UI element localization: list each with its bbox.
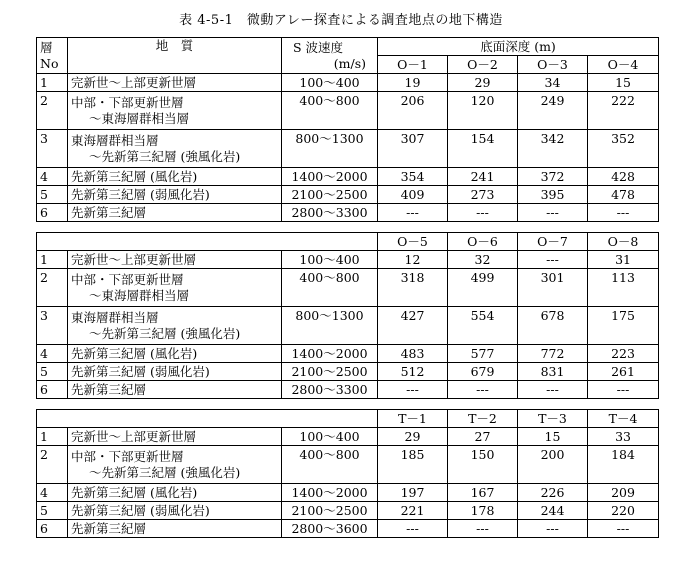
bottom-depth-value: 318 bbox=[378, 269, 448, 307]
strata-cell bbox=[68, 269, 282, 307]
table-body bbox=[37, 38, 659, 538]
bottom-depth-value: 244 bbox=[518, 502, 588, 520]
section-gap-cell bbox=[37, 399, 659, 410]
bottom-depth-value: 33 bbox=[588, 428, 659, 446]
bottom-depth-value: 226 bbox=[518, 484, 588, 502]
bottom-depth-value: 678 bbox=[518, 307, 588, 345]
bottom-depth-value: 409 bbox=[378, 186, 448, 204]
bottom-depth-value: 19 bbox=[378, 74, 448, 92]
layer-no: 6 bbox=[37, 204, 68, 222]
layer-no: 1 bbox=[37, 74, 68, 92]
s-wave-speed: 800～1300 bbox=[282, 307, 378, 345]
bottom-depth-value: 200 bbox=[518, 446, 588, 484]
section-gap-row bbox=[37, 222, 659, 233]
s-wave-speed: 100～400 bbox=[282, 428, 378, 446]
layer-no: 1 bbox=[37, 428, 68, 446]
strata-cell bbox=[68, 428, 282, 446]
strata-cell bbox=[68, 92, 282, 130]
table-row bbox=[37, 363, 659, 381]
layer-no: 3 bbox=[37, 130, 68, 168]
s-wave-speed-header bbox=[282, 38, 378, 74]
bottom-depth-value: 113 bbox=[588, 269, 659, 307]
bottom-depth-value: --- bbox=[378, 381, 448, 399]
bottom-depth-value: 32 bbox=[448, 251, 518, 269]
s-wave-speed: 2800～3300 bbox=[282, 381, 378, 399]
strata-name: 完新世～上部更新世層 bbox=[71, 428, 197, 444]
bottom-depth-value: 185 bbox=[378, 446, 448, 484]
strata-cell bbox=[68, 307, 282, 345]
bottom-depth-value: 372 bbox=[518, 168, 588, 186]
site-label: T－2 bbox=[448, 410, 518, 428]
strata-name: 東海層群相当層 bbox=[71, 309, 159, 325]
s-wave-speed: 400～800 bbox=[282, 269, 378, 307]
strata-cell bbox=[68, 251, 282, 269]
bottom-depth-value: 352 bbox=[588, 130, 659, 168]
s-wave-speed: 100～400 bbox=[282, 74, 378, 92]
s-wave-speed-header-line2: (m/s) bbox=[333, 55, 366, 71]
bottom-depth-value: 577 bbox=[448, 345, 518, 363]
bottom-depth-value: 249 bbox=[518, 92, 588, 130]
layer-no: 3 bbox=[37, 307, 68, 345]
subsurface-structure-table bbox=[36, 37, 659, 538]
bottom-depth-value: 427 bbox=[378, 307, 448, 345]
bottom-depth-value: 483 bbox=[378, 345, 448, 363]
layer-no: 4 bbox=[37, 484, 68, 502]
bottom-depth-value: --- bbox=[378, 204, 448, 222]
bottom-depth-value: 241 bbox=[448, 168, 518, 186]
site-label: O－4 bbox=[588, 56, 659, 74]
bottom-depth-value: 273 bbox=[448, 186, 518, 204]
s-wave-speed: 1400～2000 bbox=[282, 345, 378, 363]
site-label: O－5 bbox=[378, 233, 448, 251]
bottom-depth-value: 222 bbox=[588, 92, 659, 130]
layer-no: 5 bbox=[37, 363, 68, 381]
strata-name: 先新第三紀層 (風化岩) bbox=[71, 484, 198, 500]
site-label: T－4 bbox=[588, 410, 659, 428]
bottom-depth-value: 512 bbox=[378, 363, 448, 381]
table-row bbox=[37, 345, 659, 363]
bottom-depth-value: 354 bbox=[378, 168, 448, 186]
bottom-depth-value: --- bbox=[518, 204, 588, 222]
bottom-depth-value: 27 bbox=[448, 428, 518, 446]
layer-no-header bbox=[37, 38, 68, 74]
strata-name: 先新第三紀層 (風化岩) bbox=[71, 168, 198, 184]
layer-no-header-line2: No bbox=[40, 55, 59, 71]
strata-name: 中部・下部更新世層 bbox=[71, 94, 184, 110]
bottom-depth-value: --- bbox=[588, 381, 659, 399]
strata-name-continued: ～東海層群相当層 bbox=[89, 110, 190, 126]
table-row bbox=[37, 204, 659, 222]
bottom-depth-value: 395 bbox=[518, 186, 588, 204]
strata-name-continued: ～先新第三紀層 (強風化岩) bbox=[89, 464, 241, 480]
bottom-depth-value: 120 bbox=[448, 92, 518, 130]
table-row bbox=[37, 446, 659, 484]
layer-no: 5 bbox=[37, 186, 68, 204]
table-row bbox=[37, 307, 659, 345]
bottom-depth-value: 175 bbox=[588, 307, 659, 345]
layer-no: 6 bbox=[37, 381, 68, 399]
table-row bbox=[37, 186, 659, 204]
header-row-1 bbox=[37, 38, 659, 56]
bottom-depth-value: 307 bbox=[378, 130, 448, 168]
strata-cell bbox=[68, 446, 282, 484]
bottom-depth-value: --- bbox=[588, 520, 659, 538]
strata-cell bbox=[68, 363, 282, 381]
bottom-depth-value: 428 bbox=[588, 168, 659, 186]
strata-name: 中部・下部更新世層 bbox=[71, 448, 184, 464]
site-header-row bbox=[37, 233, 659, 251]
strata-cell bbox=[68, 484, 282, 502]
section-gap-cell bbox=[37, 222, 659, 233]
strata-name: 中部・下部更新世層 bbox=[71, 271, 184, 287]
table-row bbox=[37, 168, 659, 186]
bottom-depth-value: 154 bbox=[448, 130, 518, 168]
bottom-depth-value: 29 bbox=[378, 428, 448, 446]
strata-name: 先新第三紀層 (弱風化岩) bbox=[71, 502, 210, 518]
layer-no-header-line1: 層 bbox=[40, 39, 53, 55]
s-wave-speed: 2800～3600 bbox=[282, 520, 378, 538]
bottom-depth-value: 206 bbox=[378, 92, 448, 130]
bottom-depth-value: --- bbox=[588, 204, 659, 222]
bottom-depth-value: --- bbox=[378, 520, 448, 538]
strata-cell bbox=[68, 130, 282, 168]
table-row bbox=[37, 381, 659, 399]
site-label: T－1 bbox=[378, 410, 448, 428]
strata-name: 東海層群相当層 bbox=[71, 132, 159, 148]
bottom-depth-value: 554 bbox=[448, 307, 518, 345]
s-wave-speed: 1400～2000 bbox=[282, 484, 378, 502]
strata-header: 地 質 bbox=[68, 38, 282, 74]
bottom-depth-value: 261 bbox=[588, 363, 659, 381]
depth-header: 底面深度 (m) bbox=[378, 38, 659, 56]
table-row bbox=[37, 484, 659, 502]
s-wave-speed: 1400～2000 bbox=[282, 168, 378, 186]
table-row bbox=[37, 130, 659, 168]
table-row bbox=[37, 502, 659, 520]
s-wave-speed: 2100～2500 bbox=[282, 363, 378, 381]
site-header-blank bbox=[37, 410, 378, 428]
site-label: O－1 bbox=[378, 56, 448, 74]
site-label: O－3 bbox=[518, 56, 588, 74]
strata-name-continued: ～先新第三紀層 (強風化岩) bbox=[89, 325, 241, 341]
site-header-row bbox=[37, 410, 659, 428]
layer-no: 2 bbox=[37, 269, 68, 307]
site-label: O－6 bbox=[448, 233, 518, 251]
bottom-depth-value: 178 bbox=[448, 502, 518, 520]
bottom-depth-value: 221 bbox=[378, 502, 448, 520]
site-label: O－7 bbox=[518, 233, 588, 251]
table-row bbox=[37, 428, 659, 446]
table-caption: 表 4-5-1 微動アレー探査による調査地点の地下構造 bbox=[179, 13, 503, 28]
strata-name: 先新第三紀層 (弱風化岩) bbox=[71, 186, 210, 202]
strata-cell bbox=[68, 502, 282, 520]
strata-cell bbox=[68, 74, 282, 92]
layer-no: 6 bbox=[37, 520, 68, 538]
bottom-depth-value: 31 bbox=[588, 251, 659, 269]
bottom-depth-value: 223 bbox=[588, 345, 659, 363]
layer-no: 5 bbox=[37, 502, 68, 520]
bottom-depth-value: --- bbox=[518, 520, 588, 538]
bottom-depth-value: 167 bbox=[448, 484, 518, 502]
strata-name: 先新第三紀層 (弱風化岩) bbox=[71, 363, 210, 379]
strata-name: 完新世～上部更新世層 bbox=[71, 74, 197, 90]
table-row bbox=[37, 92, 659, 130]
layer-no: 2 bbox=[37, 92, 68, 130]
s-wave-speed: 2100～2500 bbox=[282, 502, 378, 520]
bottom-depth-value: 478 bbox=[588, 186, 659, 204]
bottom-depth-value: 679 bbox=[448, 363, 518, 381]
s-wave-speed: 800～1300 bbox=[282, 130, 378, 168]
strata-cell bbox=[68, 520, 282, 538]
bottom-depth-value: --- bbox=[448, 520, 518, 538]
site-header-blank bbox=[37, 233, 378, 251]
bottom-depth-value: 184 bbox=[588, 446, 659, 484]
bottom-depth-value: 772 bbox=[518, 345, 588, 363]
bottom-depth-value: 15 bbox=[588, 74, 659, 92]
bottom-depth-value: --- bbox=[448, 204, 518, 222]
bottom-depth-value: 12 bbox=[378, 251, 448, 269]
layer-no: 4 bbox=[37, 168, 68, 186]
strata-name-continued: ～先新第三紀層 (強風化岩) bbox=[89, 148, 241, 164]
strata-cell bbox=[68, 168, 282, 186]
table-row bbox=[37, 74, 659, 92]
bottom-depth-value: 220 bbox=[588, 502, 659, 520]
s-wave-speed: 100～400 bbox=[282, 251, 378, 269]
strata-name-continued: ～東海層群相当層 bbox=[89, 287, 190, 303]
s-wave-speed: 400～800 bbox=[282, 446, 378, 484]
bottom-depth-value: 301 bbox=[518, 269, 588, 307]
site-label: T－3 bbox=[518, 410, 588, 428]
strata-cell bbox=[68, 186, 282, 204]
bottom-depth-value: --- bbox=[448, 381, 518, 399]
strata-name: 先新第三紀層 bbox=[71, 381, 147, 397]
bottom-depth-value: --- bbox=[518, 251, 588, 269]
s-wave-speed: 2800～3300 bbox=[282, 204, 378, 222]
bottom-depth-value: --- bbox=[518, 381, 588, 399]
s-wave-speed: 2100～2500 bbox=[282, 186, 378, 204]
bottom-depth-value: 499 bbox=[448, 269, 518, 307]
bottom-depth-value: 342 bbox=[518, 130, 588, 168]
strata-cell bbox=[68, 204, 282, 222]
bottom-depth-value: 209 bbox=[588, 484, 659, 502]
bottom-depth-value: 150 bbox=[448, 446, 518, 484]
s-wave-speed-header-line1: S 波速度 bbox=[293, 39, 344, 55]
bottom-depth-value: 197 bbox=[378, 484, 448, 502]
section-gap-row bbox=[37, 399, 659, 410]
strata-name: 先新第三紀層 (風化岩) bbox=[71, 345, 198, 361]
bottom-depth-value: 29 bbox=[448, 74, 518, 92]
strata-cell bbox=[68, 345, 282, 363]
table-row bbox=[37, 269, 659, 307]
strata-name: 先新第三紀層 bbox=[71, 520, 147, 536]
table-row bbox=[37, 520, 659, 538]
bottom-depth-value: 15 bbox=[518, 428, 588, 446]
s-wave-speed: 400～800 bbox=[282, 92, 378, 130]
layer-no: 4 bbox=[37, 345, 68, 363]
strata-cell bbox=[68, 381, 282, 399]
bottom-depth-value: 34 bbox=[518, 74, 588, 92]
table-row bbox=[37, 251, 659, 269]
layer-no: 1 bbox=[37, 251, 68, 269]
site-label: O－2 bbox=[448, 56, 518, 74]
bottom-depth-value: 831 bbox=[518, 363, 588, 381]
strata-name: 先新第三紀層 bbox=[71, 204, 147, 220]
layer-no: 2 bbox=[37, 446, 68, 484]
strata-name: 完新世～上部更新世層 bbox=[71, 251, 197, 267]
site-label: O－8 bbox=[588, 233, 659, 251]
